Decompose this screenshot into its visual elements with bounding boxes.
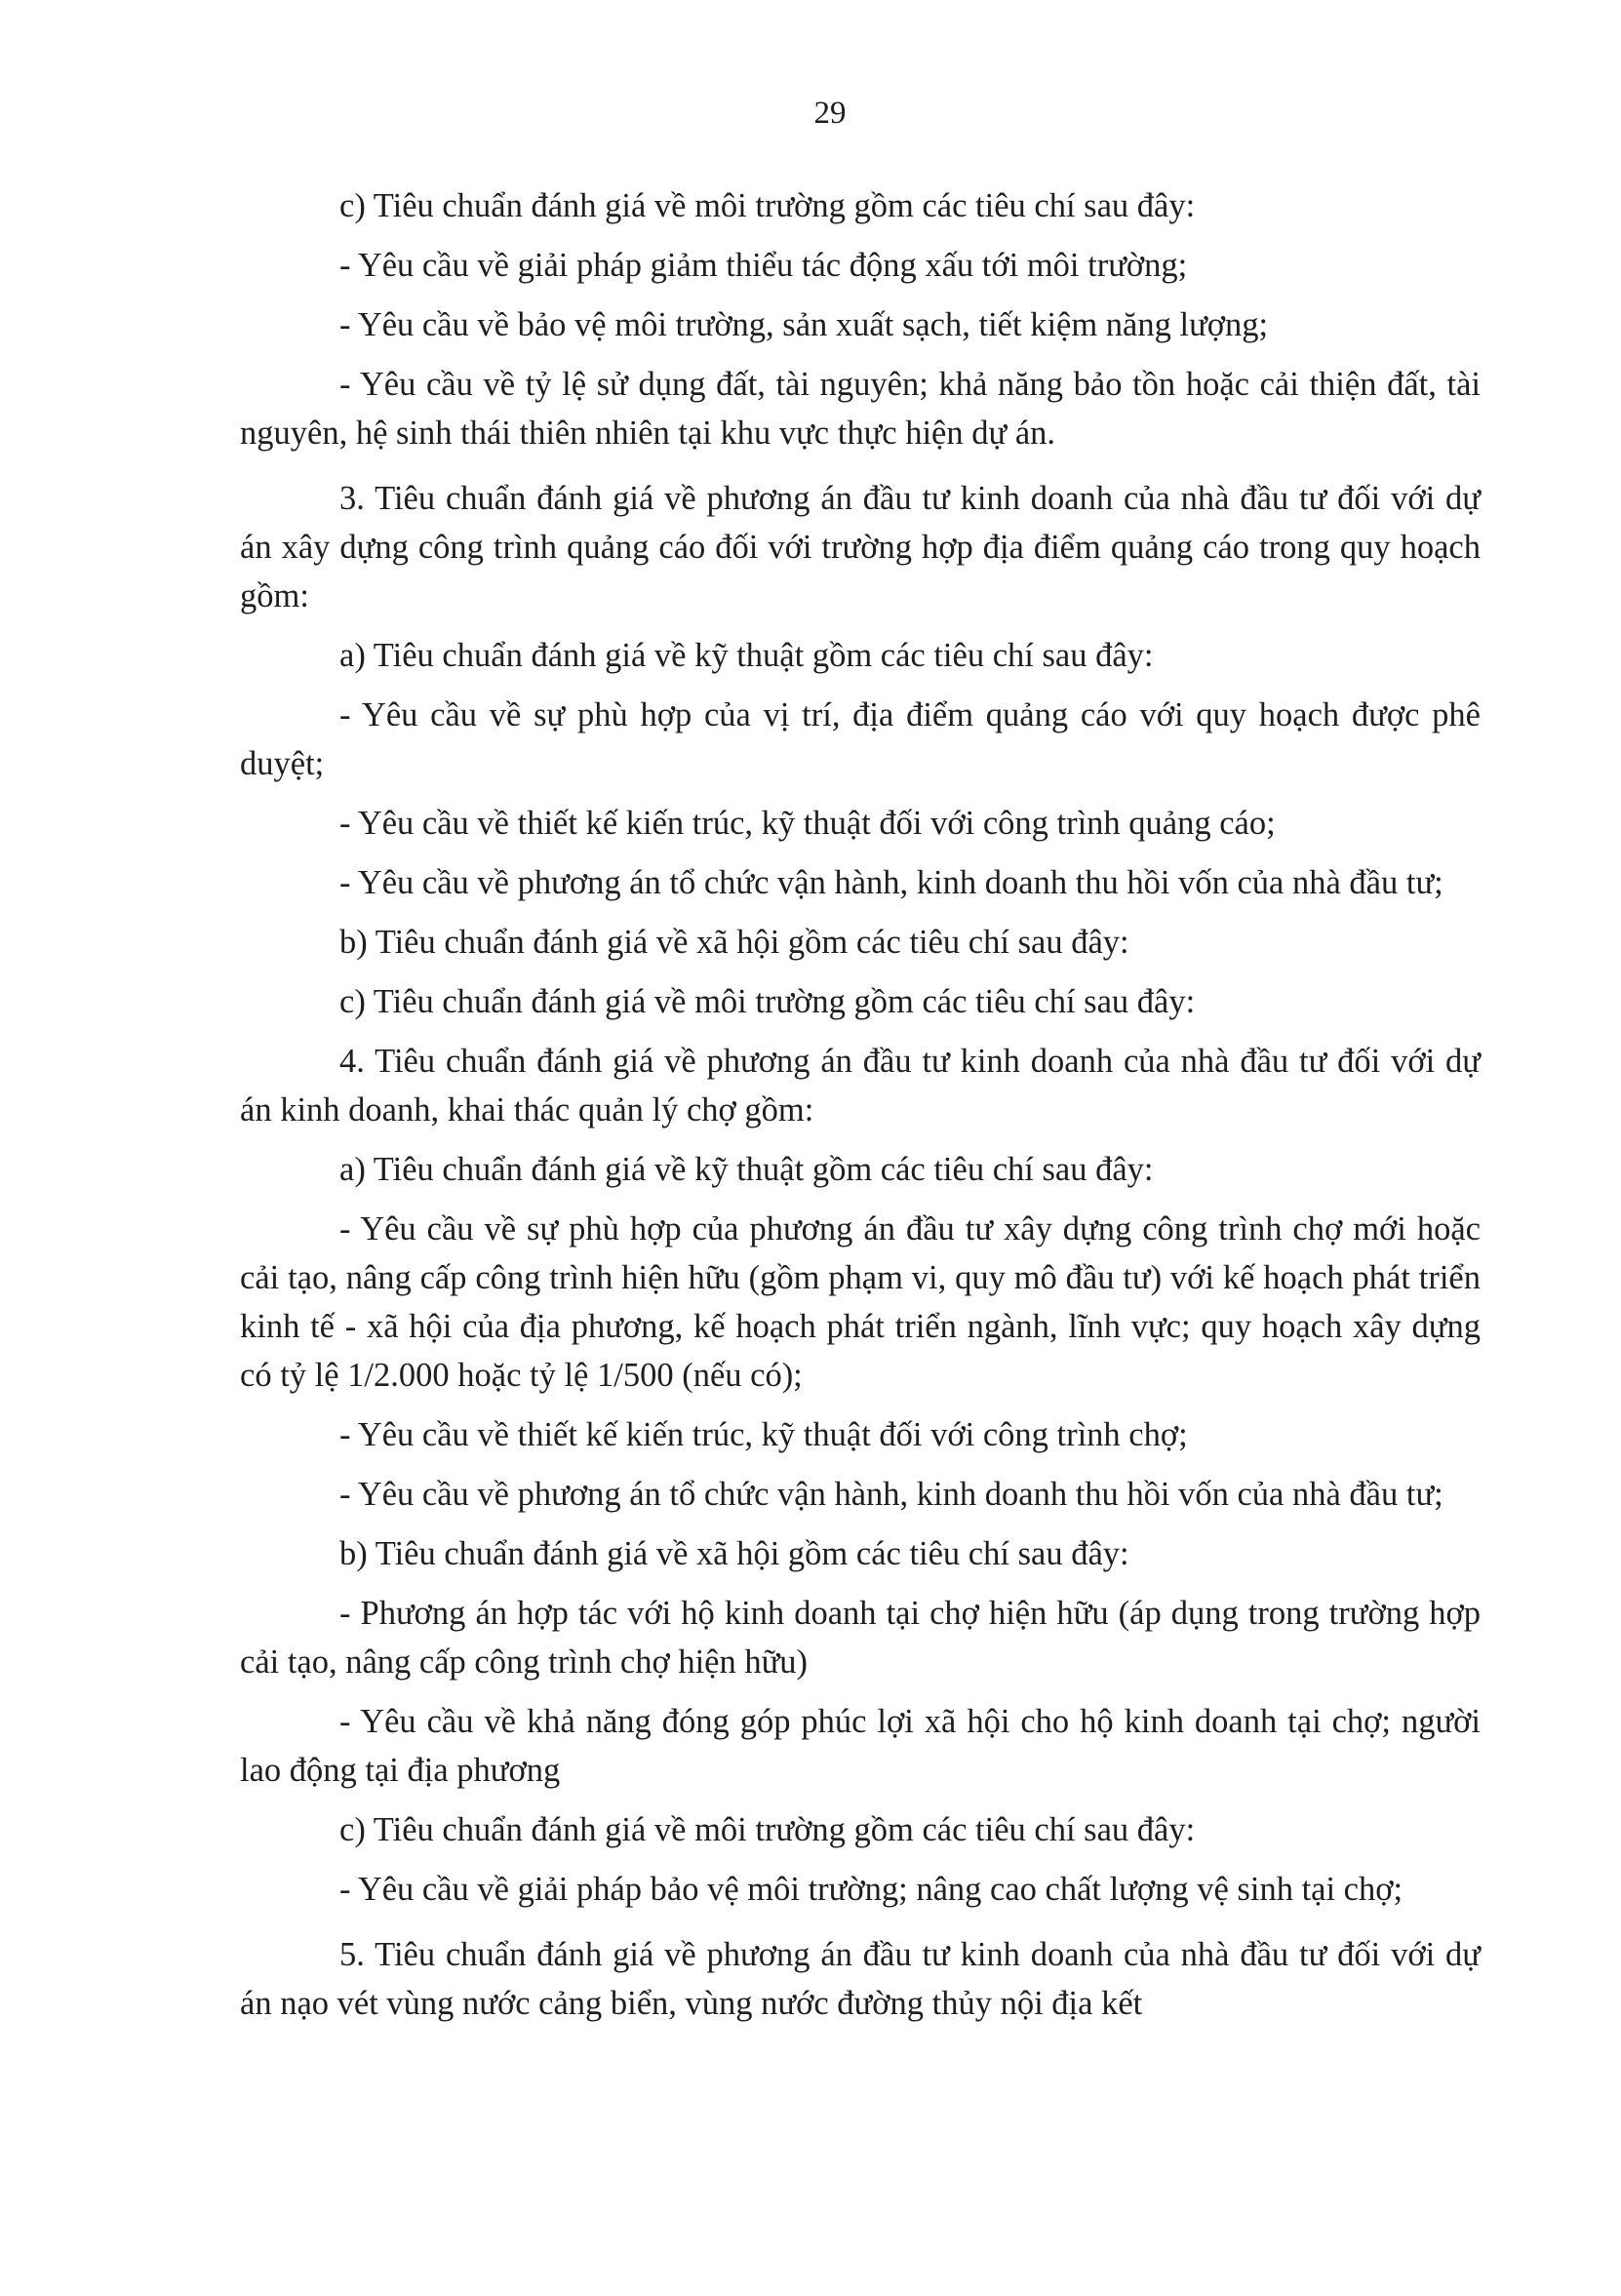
- paragraph: 3. Tiêu chuẩn đánh giá về phương án đầu tư kinh doanh của nhà đầu tư đối với dự án xây dựng công trình quảng cáo đối với trường hợp địa điểm quảng cáo trong quy hoạch gồm:: [240, 480, 1481, 614]
- paragraph: c) Tiêu chuẩn đánh giá về môi trường gồm các tiêu chí sau đây:: [339, 187, 1196, 224]
- paragraph: a) Tiêu chuẩn đánh giá về kỹ thuật gồm các tiêu chí sau đây:: [339, 1151, 1154, 1188]
- paragraph: - Yêu cầu về giải pháp bảo vệ môi trường; nâng cao chất lượng vệ sinh tại chợ;: [339, 1871, 1404, 1908]
- paragraph: - Yêu cầu về giải pháp giảm thiểu tác động xấu tới môi trường;: [339, 247, 1188, 284]
- paragraph: - Yêu cầu về thiết kế kiến trúc, kỹ thuật đối với công trình quảng cáo;: [339, 805, 1276, 842]
- paragraph: - Yêu cầu về tỷ lệ sử dụng đất, tài nguyên; khả năng bảo tồn hoặc cải thiện đất, tài nguyên, hệ sinh thái thiên nhiên tại khu vực thực hiện dự án.: [240, 366, 1481, 452]
- paragraph: - Yêu cầu về sự phù hợp của vị trí, địa điểm quảng cáo với quy hoạch được phê duyệt;: [240, 696, 1481, 782]
- paragraph: - Phương án hợp tác với hộ kinh doanh tại chợ hiện hữu (áp dụng trong trường hợp cải tạo, nâng cấp công trình chợ hiện hữu): [240, 1595, 1481, 1681]
- paragraph: 4. Tiêu chuẩn đánh giá về phương án đầu tư kinh doanh của nhà đầu tư đối với dự án kinh doanh, khai thác quản lý chợ gồm:: [240, 1043, 1481, 1128]
- page-number: 29: [813, 96, 847, 131]
- paragraph: c) Tiêu chuẩn đánh giá về môi trường gồm các tiêu chí sau đây:: [339, 983, 1196, 1020]
- paragraph: - Yêu cầu về khả năng đóng góp phúc lợi xã hội cho hộ kinh doanh tại chợ; người lao động tại địa phương: [240, 1703, 1481, 1789]
- paragraph: - Yêu cầu về sự phù hợp của phương án đầu tư xây dựng công trình chợ mới hoặc cải tạo, nâng cấp công trình hiện hữu (gồm phạm vi, quy mô đầu tư) với kế hoạch phát triển kinh tế - xã hội của địa phương, kế hoạch phát triển ngành, lĩnh vực; quy hoạch xây dựng có tỷ lệ 1/2.000 hoặc tỷ lệ 1/500 (nếu có);: [240, 1210, 1481, 1394]
- document-body: [240, 181, 1481, 2039]
- paragraph: - Yêu cầu về bảo vệ môi trường, sản xuất sạch, tiết kiệm năng lượng;: [339, 306, 1269, 343]
- paragraph: - Yêu cầu về phương án tổ chức vận hành, kinh doanh thu hồi vốn của nhà đầu tư;: [339, 1476, 1443, 1513]
- paragraph: - Yêu cầu về thiết kế kiến trúc, kỹ thuật đối với công trình chợ;: [339, 1416, 1188, 1453]
- paragraph: c) Tiêu chuẩn đánh giá về môi trường gồm các tiêu chí sau đây:: [339, 1811, 1196, 1848]
- paragraph: b) Tiêu chuẩn đánh giá về xã hội gồm các tiêu chí sau đây:: [339, 924, 1129, 961]
- paragraph: - Yêu cầu về phương án tổ chức vận hành, kinh doanh thu hồi vốn của nhà đầu tư;: [339, 864, 1443, 901]
- paragraph: a) Tiêu chuẩn đánh giá về kỹ thuật gồm các tiêu chí sau đây:: [339, 637, 1154, 674]
- paragraph: b) Tiêu chuẩn đánh giá về xã hội gồm các tiêu chí sau đây:: [339, 1535, 1129, 1572]
- paragraph: 5. Tiêu chuẩn đánh giá về phương án đầu tư kinh doanh của nhà đầu tư đối với dự án nạo vét vùng nước cảng biển, vùng nước đường thủy nội địa kết: [240, 1936, 1481, 2022]
